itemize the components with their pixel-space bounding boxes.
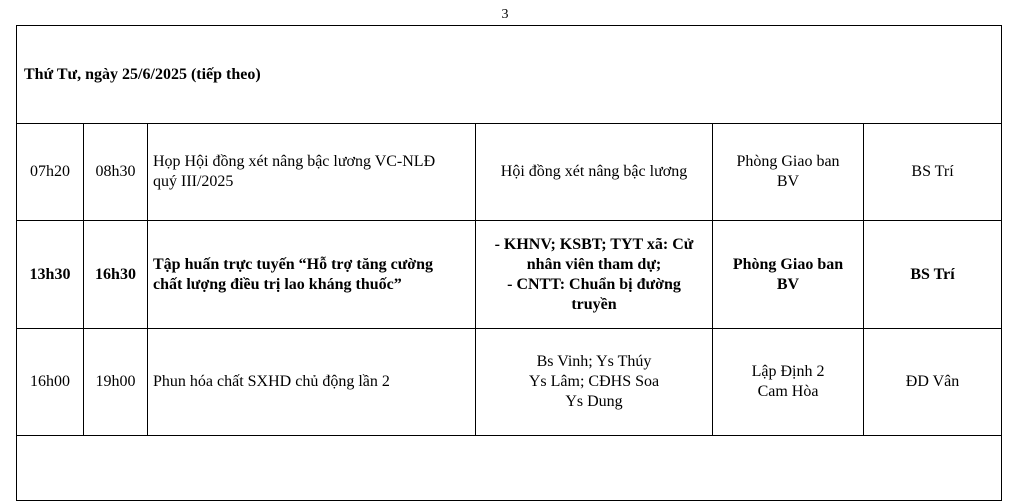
participants-cell	[476, 221, 713, 329]
page-number: 3	[501, 7, 509, 22]
lead-cell: BS Trí	[864, 221, 1002, 329]
empty-row	[17, 436, 1002, 501]
table-row	[17, 124, 1002, 221]
content-cell	[148, 329, 476, 436]
participants-line: Ys Dung	[565, 393, 623, 410]
participants-line: - KHNV; KSBT; TYT xã: Cử	[494, 235, 694, 253]
start-time-cell: 13h30	[17, 221, 84, 329]
lead-cell: BS Trí	[864, 124, 1002, 221]
content-cell	[148, 221, 476, 329]
content-line: quý III/2025	[153, 173, 234, 190]
lead-cell: ĐD Vân	[864, 329, 1002, 436]
location-line: Cam Hòa	[757, 383, 819, 400]
location-line: Lập Định 2	[751, 363, 825, 380]
start-time-cell: 07h20	[17, 124, 84, 221]
start-time-cell: 16h00	[17, 329, 84, 436]
participants-line: truyền	[571, 295, 617, 313]
end-time-cell: 16h30	[84, 221, 148, 329]
content-line: Tập huấn trực tuyến “Hỗ trợ tăng cường	[153, 255, 434, 273]
location-line: Phòng Giao ban	[732, 255, 844, 273]
table-row	[17, 221, 1002, 329]
table-row	[17, 329, 1002, 436]
day-header-cell: Thứ Tư, ngày 25/6/2025 (tiếp theo)	[17, 26, 1002, 124]
content-line: Họp Hội đồng xét nâng bậc lương VC-NLĐ	[153, 153, 436, 170]
participants-line: Hội đồng xét nâng bậc lương	[500, 163, 688, 180]
location-cell	[713, 329, 864, 436]
end-time-cell: 08h30	[84, 124, 148, 221]
location-line: BV	[776, 173, 800, 190]
location-cell	[713, 221, 864, 329]
participants-cell	[476, 124, 713, 221]
location-line: Phòng Giao ban	[736, 153, 840, 170]
location-cell	[713, 124, 864, 221]
schedule-table	[16, 25, 1002, 501]
participants-line: nhân viên tham dự;	[526, 255, 662, 273]
location-line: BV	[776, 275, 800, 293]
content-cell	[148, 124, 476, 221]
participants-line: Bs Vinh; Ys Thúy	[536, 353, 652, 370]
participants-cell	[476, 329, 713, 436]
empty-cell	[17, 436, 1002, 501]
day-header-row	[17, 26, 1002, 124]
participants-line: - CNTT: Chuẩn bị đường	[507, 275, 681, 293]
content-line: Phun hóa chất SXHD chủ động lần 2	[153, 373, 390, 390]
end-time-cell: 19h00	[84, 329, 148, 436]
participants-line: Ys Lâm; CĐHS Soa	[528, 373, 660, 390]
content-line: chất lượng điều trị lao kháng thuốc”	[153, 275, 402, 293]
